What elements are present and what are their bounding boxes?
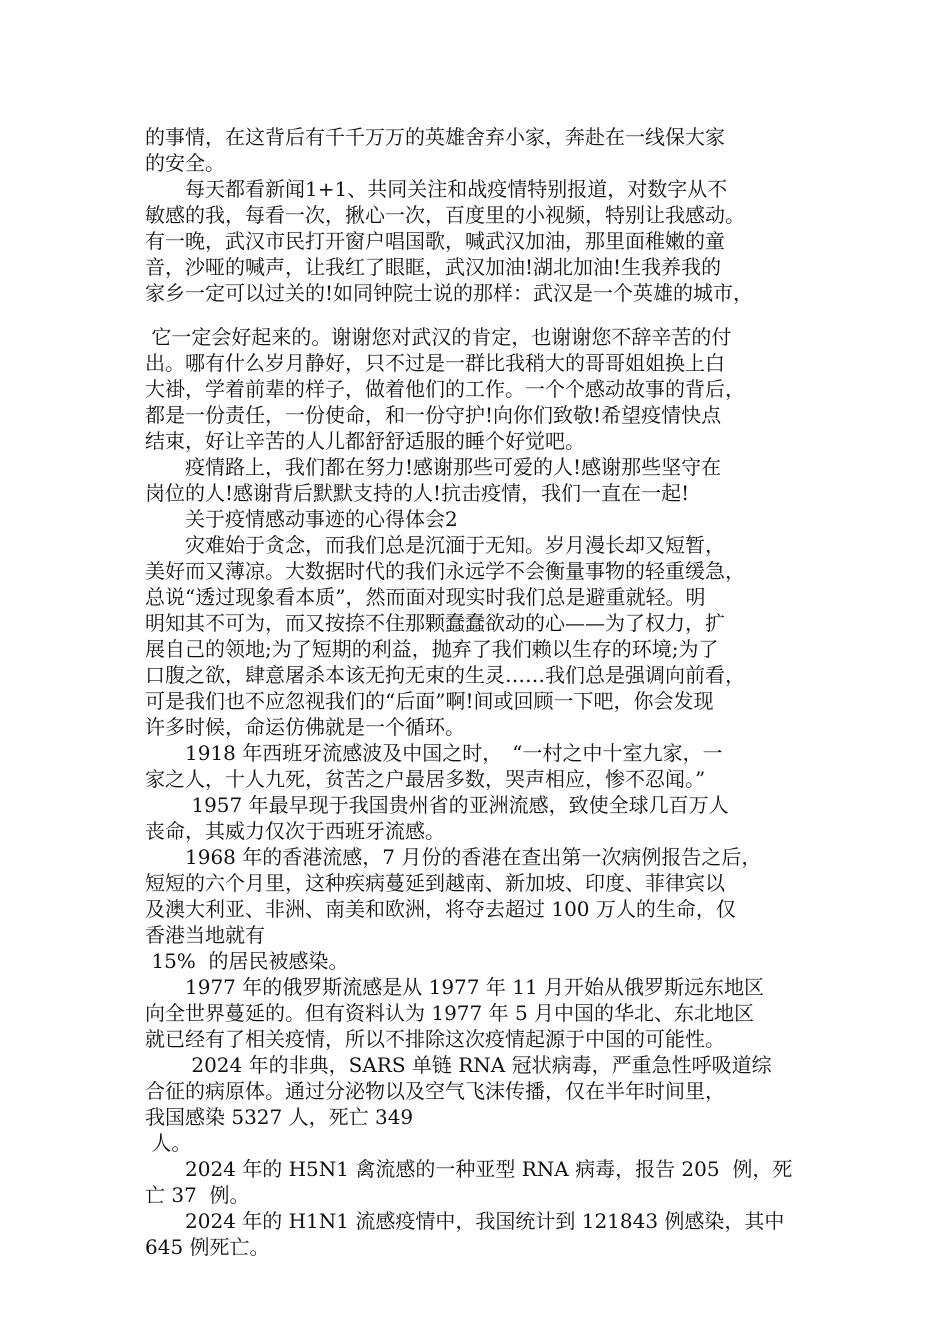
text-line: 都是一份责任，一份使命，和一份守护!向你们致敬!希望疫情快点 <box>145 403 722 427</box>
text-line: 亡 37 例。 <box>145 1183 250 1207</box>
text-line: 岗位的人!感谢背后默默支持的人!抗击疫情，我们一直在一起! <box>145 481 690 505</box>
text-line: 2024 年的 H1N1 流感疫情中，我国统计到 121843 例感染，其中 <box>145 1209 785 1233</box>
text-line: 就已经有了相关疫情，所以不排除这次疫情起源于中国的可能性。 <box>145 1027 725 1051</box>
text-line: 的安全。 <box>145 151 225 175</box>
text-line: 灾难始于贪念，而我们总是沉湎于无知。岁月漫长却又短暂， <box>145 533 725 557</box>
text-line: 明知其不可为，而又按捺不住那颗蠢蠢欲动的心——为了权力，扩 <box>145 611 725 635</box>
text-line: 疫情路上，我们都在努力!感谢那些可爱的人!感谢那些坚守在 <box>145 455 722 479</box>
text-line: 可是我们也不应忽视我们的“后面”啊!间或回顾一下吧，你会发现 <box>145 689 714 713</box>
text-line: 的事情，在这背后有千千万万的英雄舍弃小家，奔赴在一线保大家 <box>145 125 725 149</box>
text-line: 音，沙哑的喊声，让我红了眼眶，武汉加油!湖北加油!生我养我的 <box>145 255 722 279</box>
text-line: 家乡一定可以过关的!如同钟院士说的那样：武汉是一个英雄的城市， <box>145 281 754 305</box>
text-line: 总说“透过现象看本质”，然而面对现实时我们总是避重就轻。明 <box>145 585 706 609</box>
text-line: 美好而又薄凉。大数据时代的我们永远学不会衡量事物的轻重缓急， <box>145 559 745 583</box>
text-line: 及澳大利亚、非洲、南美和欧洲，将夺去超过 100 万人的生命，仅 <box>145 897 736 921</box>
text-line: 1957 年最早现于我国贵州省的亚洲流感，致使全球几百万人 <box>145 793 729 817</box>
text-line: 向全世界蔓延的。但有资料认为 1977 年 5 月中国的华北、东北地区 <box>145 1001 755 1025</box>
text-line: 丧命，其威力仅次于西班牙流感。 <box>145 819 445 843</box>
text-line: 2024 年的非典，SARS 单链 RNA 冠状病毒，严重急性呼吸道综 <box>145 1053 772 1077</box>
text-line: 15% 的居民被感染。 <box>145 949 349 973</box>
text-line: 1918 年西班牙流感波及中国之时， “一村之中十室九家，一 <box>145 741 723 765</box>
text-line: 1977 年的俄罗斯流感是从 1977 年 11 月开始从俄罗斯远东地区 <box>145 975 765 999</box>
text-line: 短短的六个月里，这种疾病蔓延到越南、新加坡、印度、菲律宾以 <box>145 871 725 895</box>
text-line: 敏感的我，每看一次，揪心一次，百度里的小视频，特别让我感动。 <box>145 203 745 227</box>
text-line: 它一定会好起来的。谢谢您对武汉的肯定，也谢谢您不辞辛苦的付 <box>145 325 732 349</box>
text-line: 家之人，十人九死，贫苦之户最居多数，哭声相应，惨不忍闻。” <box>145 767 706 791</box>
text-line: 2024 年的 H5N1 禽流感的一种亚型 RNA 病毒，报告 205 例，死 <box>145 1157 793 1181</box>
section-heading: 关于疫情感动事迹的心得体会2 <box>145 507 458 531</box>
text-line: 合征的病原体。通过分泌物以及空气飞沫传播，仅在半年时间里， <box>145 1079 725 1103</box>
text-line: 人。 <box>145 1131 192 1155</box>
text-line: 结束，好让辛苦的人儿都舒舒适服的睡个好觉吧。 <box>145 429 585 453</box>
text-line: 出。哪有什么岁月静好，只不过是一群比我稍大的哥哥姐姐换上白 <box>145 351 725 375</box>
text-line: 每天都看新闻1+1、共同关注和战疫情特别报道，对数字从不 <box>145 177 728 201</box>
text-line: 1968 年的香港流感，7 月份的香港在查出第一次病例报告之后， <box>145 845 762 869</box>
text-line: 645 例死亡。 <box>145 1235 270 1259</box>
text-line: 大褂，学着前辈的样子，做着他们的工作。一个个感动故事的背后， <box>145 377 745 401</box>
text-line: 有一晚，武汉市民打开窗户唱国歌，喊武汉加油，那里面稚嫩的童 <box>145 229 725 253</box>
text-line: 许多时候，命运仿佛就是一个循环。 <box>145 715 465 739</box>
text-line: 展自己的领地;为了短期的利益，抛弃了我们赖以生存的环境;为了 <box>145 637 719 661</box>
text-line: 香港当地就有 <box>145 923 265 947</box>
text-line: 我国感染 5327 人，死亡 349 <box>145 1105 414 1129</box>
text-line: 口腹之欲，肆意屠杀本该无拘无束的生灵……我们总是强调向前看， <box>145 663 745 687</box>
